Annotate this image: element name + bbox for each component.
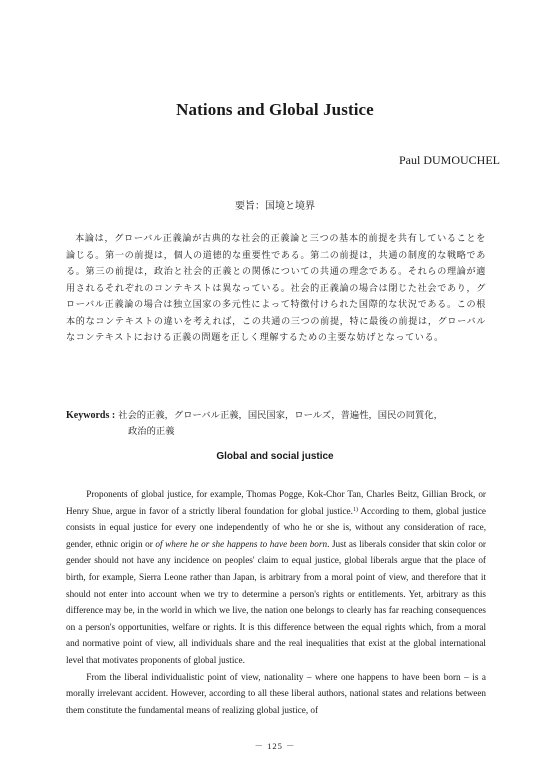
section-heading: Global and social justice (216, 451, 334, 462)
keywords-label: Keywords : (66, 410, 116, 421)
author-name: Paul DUMOUCHEL (399, 153, 500, 167)
paragraph-1 (66, 486, 486, 669)
paragraph-1-part-1: Proponents of global justice, for example, Thomas Pogge, Kok-Chor Tan, Charles Beitz, Gillian Brock, or Henry Shue, argue in favor of a strictly liberal foundation for global justice. (66, 489, 486, 516)
paragraph-1-part-2: According to them, global justice consists in equal justice for every one independently of who he or she is, without any consideration of race, gender, ethnic origin or (66, 505, 486, 549)
abstract-heading: 要旨：国境と境界 (235, 201, 315, 212)
paragraph-2: From the liberal individualistic point of view, nationality – where one happens to have been born – is a morally irrelevant accident. However, according to all these liberal authors, national states and relations between them constitute the fundamental means of realizing global justice, of (66, 671, 486, 715)
paragraph-1-part-3: . Just as liberals consider that skin color or gender should not have any incidence on peoples' claim to equal justice, global liberals argue that the place of birth, for example, Sierra Leone rather than Japan, is arbitrary from a moral point of view, and therefore that it should not enter into account when we try to determine a person's rights or entitlements. Yet, arbitrary as this difference may be, in the world in which we live, the nation one belongs to clearly has far reaching consequences on a person's opportunities, welfare or rights. It is this difference between the equal rights which, from a moral and normative point of view, all individuals share and the real inequalities that exist at the global international level that motivates proponents of global justice. (66, 538, 486, 665)
keywords-line-1: 社会的正義，グローバル正義，国民国家，ロールズ，普遍性，国民の同質化， (118, 410, 443, 421)
page-number: － 125 － (254, 741, 296, 751)
paragraph-1-italic: of where he or she happens to have been born (155, 538, 328, 549)
paper-title: Nations and Global Justice (176, 100, 374, 119)
keywords-block (66, 408, 496, 440)
abstract-text: 本論は，グローバル正義論が古典的な社会的正義論と三つの基本的前提を共有していることを論じる。第一の前提は，個人の道徳的な重要性である。第二の前提は，共通の制度的な戦略である。第三の前提は，政治と社会的正義との関係についての共通の理念である。それらの理論が適用されるそれぞれのコンテキストは異なっている。社会的正義論の場合は閉じた社会であり，グローバル正義論の場合は独立国家の多元性によって特徴付けられた国際的な状況である。この根本的なコンテキストの違いを考えれば，この共通の三つの前提，特に最後の前提は，グローバルなコンテキストにおける正義の問題を正しく理解するための主要な妨げとなっている。 (66, 234, 486, 343)
footnote-marker: 1) (352, 506, 358, 513)
body-text (66, 486, 486, 718)
keywords-line-2: 政治的正義 (128, 426, 175, 437)
